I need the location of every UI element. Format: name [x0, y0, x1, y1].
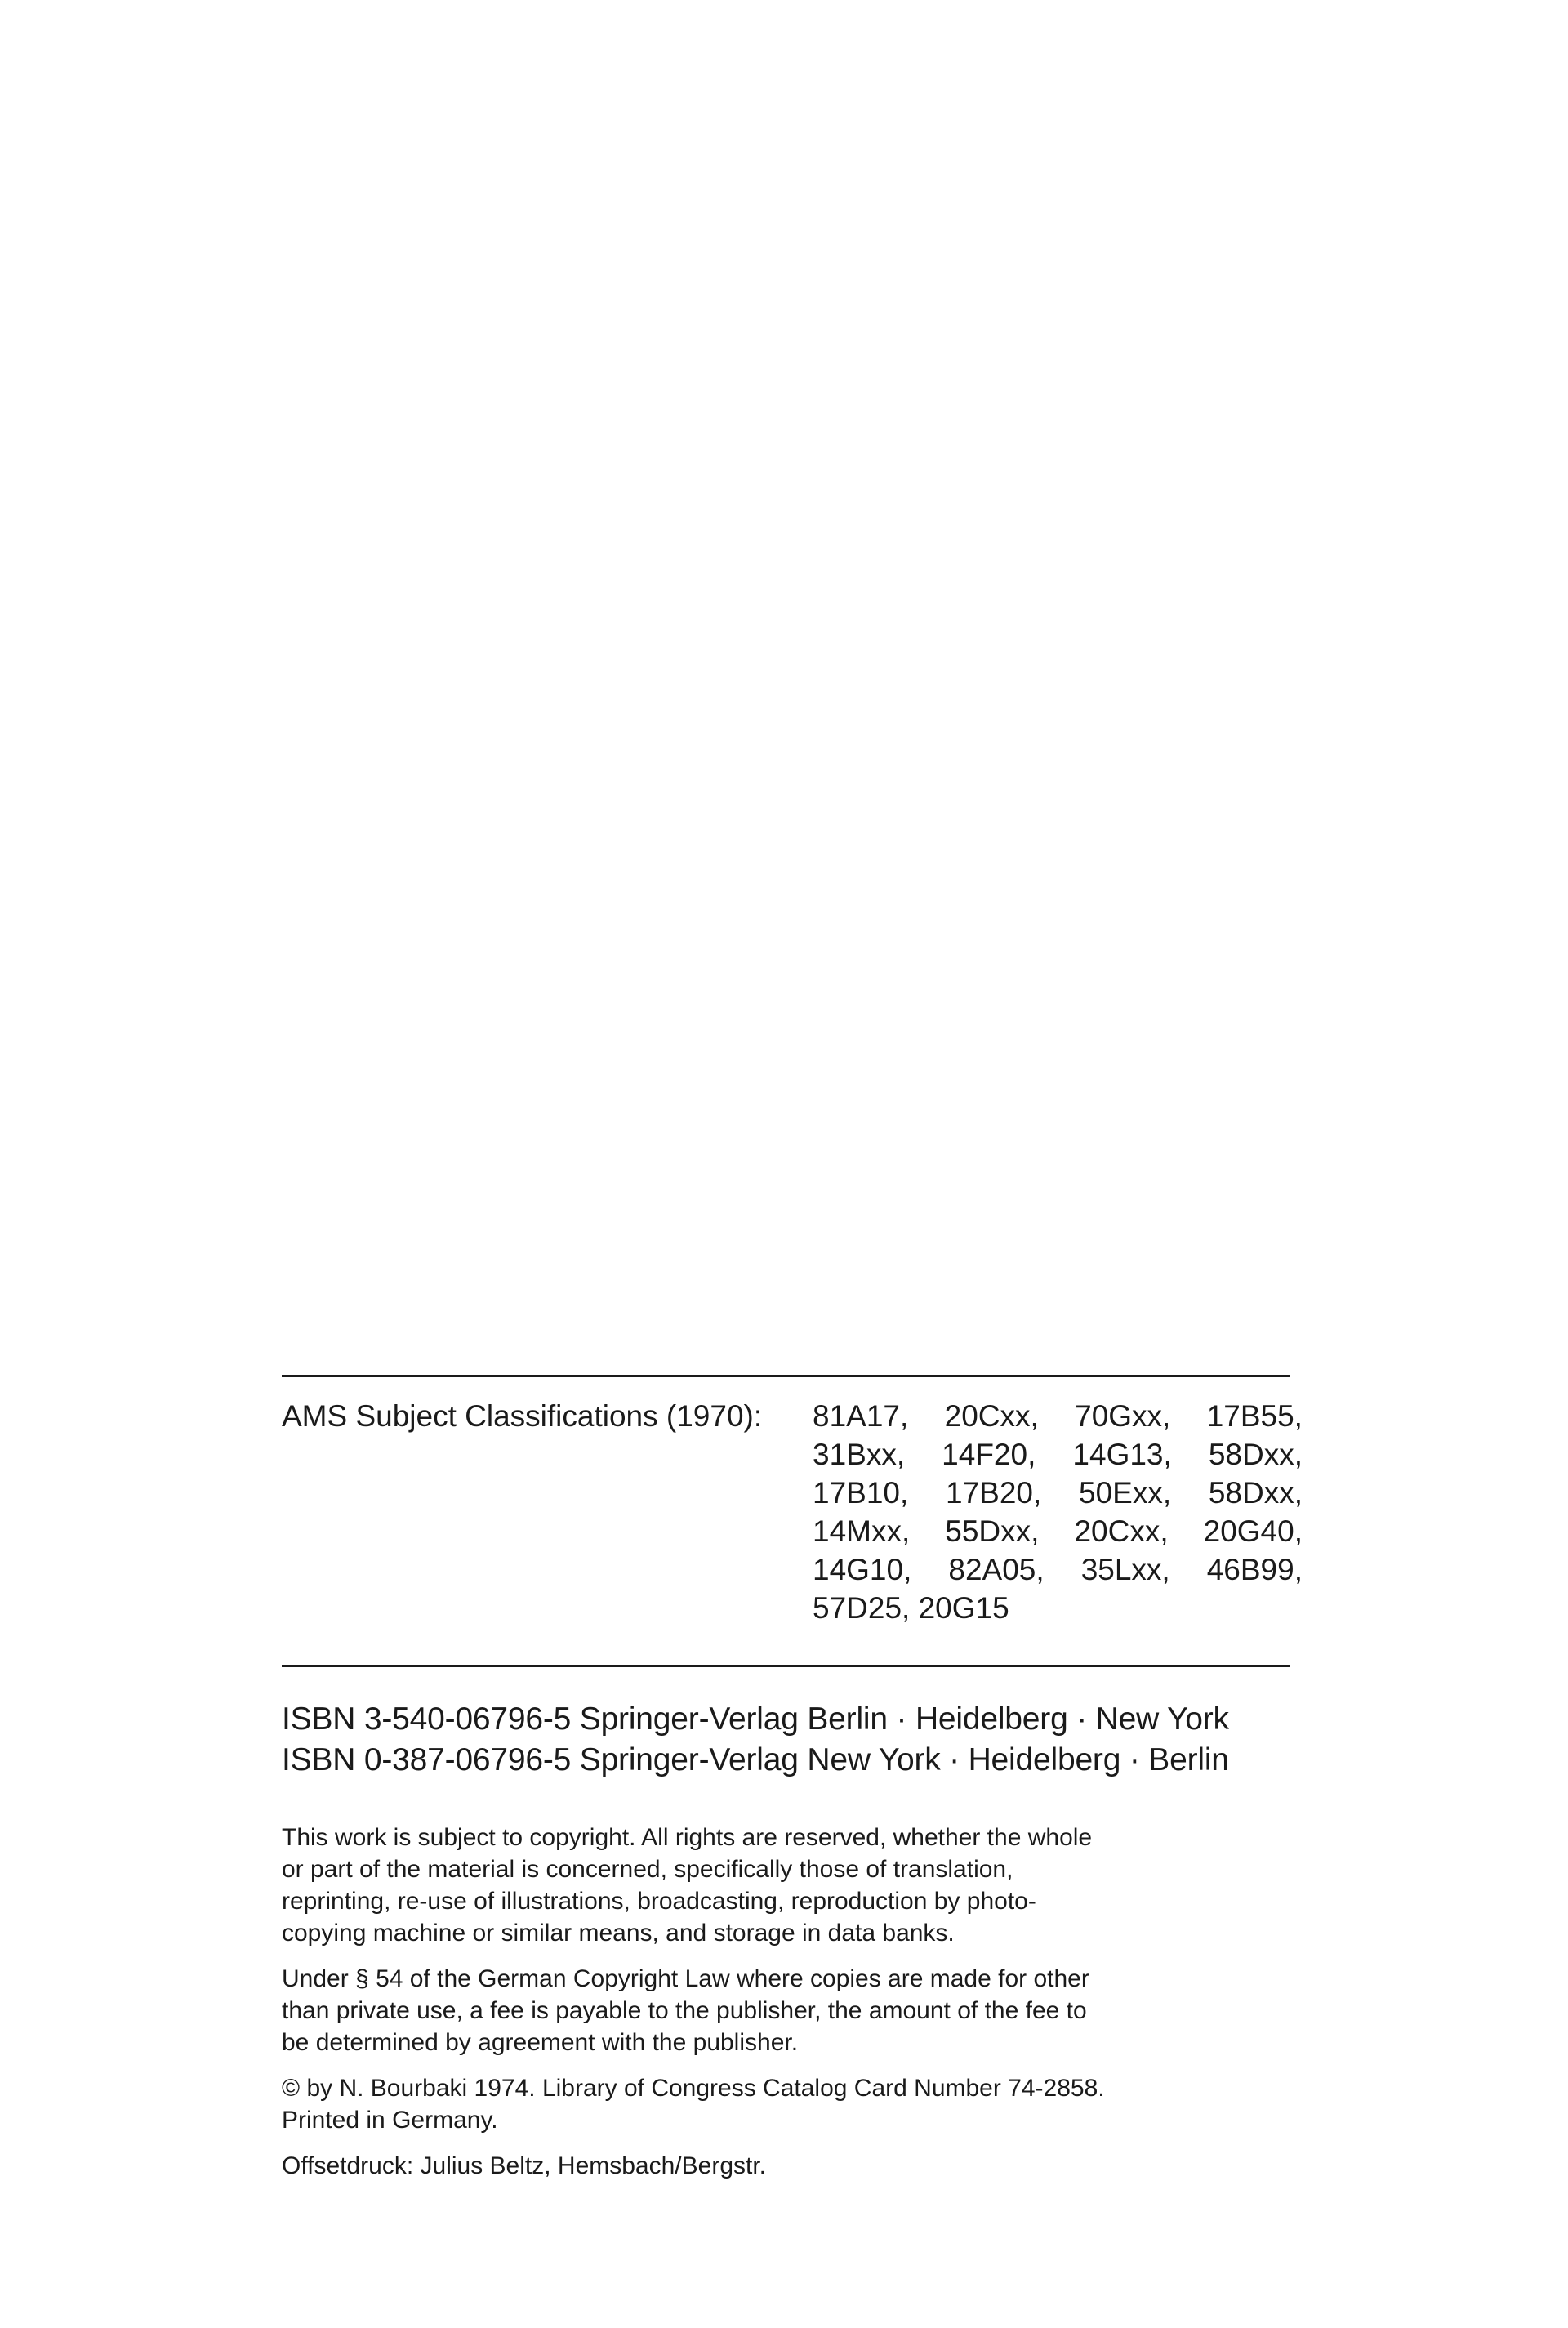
- ams-code: 31Bxx,: [813, 1438, 906, 1471]
- text-line: Printed in Germany.: [282, 2107, 498, 2134]
- ams-codes: [813, 1397, 1303, 1627]
- ams-code: 58Dxx,: [1208, 1476, 1303, 1510]
- ams-code-line: [813, 1589, 1303, 1627]
- text-line: copying machine or similar means, and storage in data banks.: [282, 1920, 955, 1947]
- text-line: than private use, a fee is payable to the publisher, the amount of the fee to: [282, 1997, 1087, 2024]
- ams-code: 57D25, 20G15: [813, 1591, 1009, 1625]
- ams-code: 20G40,: [1203, 1514, 1303, 1548]
- text-line: This work is subject to copyright. All rights are reserved, whether the whole: [282, 1824, 1093, 1851]
- ams-code: 20Cxx,: [944, 1399, 1039, 1433]
- isbn-block: [282, 1699, 1294, 1781]
- ams-code: 14G10,: [813, 1553, 912, 1586]
- bottom-rule: [282, 1665, 1290, 1667]
- ams-code: 46B99,: [1206, 1553, 1303, 1586]
- ams-code-line: [813, 1512, 1303, 1550]
- ams-code-line: [813, 1435, 1303, 1474]
- printer-info: [282, 2150, 1294, 2182]
- ams-label: AMS Subject Classifications (1970):: [282, 1399, 763, 1433]
- text-line: Offsetdruck: Julius Beltz, Hemsbach/Bergstr.: [282, 2152, 767, 2179]
- ams-code: 81A17,: [813, 1399, 909, 1433]
- ams-code: 82A05,: [948, 1553, 1045, 1586]
- ams-code-line: [813, 1550, 1303, 1589]
- ams-code-line: [813, 1397, 1303, 1435]
- ams-code: 50Exx,: [1079, 1476, 1172, 1510]
- ams-code: 17B20,: [946, 1476, 1042, 1510]
- ams-code: 17B10,: [813, 1476, 909, 1510]
- copyright-holder: [282, 2072, 1294, 2136]
- fee-notice: [282, 1963, 1294, 2058]
- text-line: reprinting, re-use of illustrations, broadcasting, reproduction by photo-: [282, 1888, 1036, 1915]
- ams-code: 20Cxx,: [1074, 1514, 1169, 1548]
- text-line: be determined by agreement with the publisher.: [282, 2029, 799, 2056]
- top-rule: [282, 1375, 1290, 1377]
- ams-code: 17B55,: [1206, 1399, 1303, 1433]
- ams-code: 14Mxx,: [813, 1514, 911, 1548]
- copyright-notice: [282, 1822, 1294, 1949]
- ams-code: 58Dxx,: [1208, 1438, 1303, 1471]
- ams-code: 14F20,: [942, 1438, 1036, 1471]
- text-line: or part of the material is concerned, specifically those of translation,: [282, 1856, 1013, 1883]
- isbn-line: ISBN 0-387-06796-5 Springer-Verlag New York · Heidelberg · Berlin: [282, 1742, 1229, 1777]
- text-line: © by N. Bourbaki 1974. Library of Congress Catalog Card Number 74-2858.: [282, 2075, 1105, 2102]
- legal-notices: [282, 1822, 1294, 2196]
- ams-code: 55Dxx,: [945, 1514, 1040, 1548]
- ams-code: 70Gxx,: [1075, 1399, 1171, 1433]
- ams-code-line: [813, 1474, 1303, 1512]
- isbn-line: ISBN 3-540-06796-5 Springer-Verlag Berlin · Heidelberg · New York: [282, 1701, 1229, 1737]
- ams-code: 14G13,: [1072, 1438, 1172, 1471]
- ams-code: 35Lxx,: [1080, 1553, 1170, 1586]
- text-line: Under § 54 of the German Copyright Law where copies are made for other: [282, 1965, 1089, 1992]
